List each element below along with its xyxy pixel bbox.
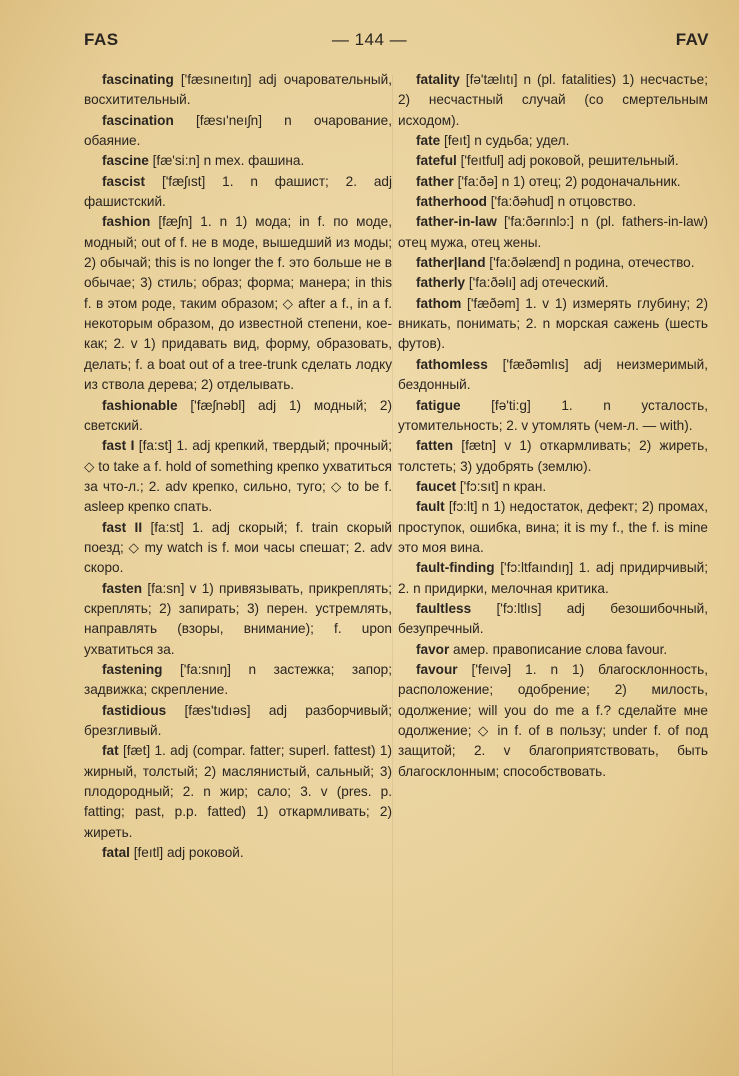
entry-headword: father|land: [416, 255, 486, 271]
dictionary-entry: [84, 396, 392, 437]
entry-definition: ['feıtful] adj роковой, решительный.: [460, 153, 679, 169]
dictionary-entry: [398, 599, 708, 640]
entry-definition: ['fɔ:ltfaındıŋ] 1. adj придирчивый; 2. n придирки, мелочная критика.: [398, 560, 709, 596]
entry-headword: faultless: [416, 600, 472, 616]
dictionary-entry: [398, 497, 708, 558]
left-column: [84, 70, 392, 863]
entry-headword: fastidious: [102, 702, 167, 718]
dictionary-entry: [398, 253, 708, 273]
entry-definition: [fæs'tıdıəs] adj разборчивый; брезгливый.: [84, 702, 393, 738]
dictionary-entry: [84, 172, 392, 213]
entry-definition: [fɔ:lt] n 1) недостаток, дефект; 2) промах, проступок, ошибка, вина; it is my f., the f. is mine это моя вина.: [398, 499, 708, 555]
right-column: [398, 70, 708, 782]
entry-headword: fateful: [416, 153, 457, 169]
dictionary-entry: [84, 701, 392, 742]
entry-headword: fat: [102, 743, 119, 759]
dictionary-entry: [398, 640, 708, 660]
entry-headword: fatherhood: [416, 194, 487, 210]
entry-definition: [feıt] n судьба; удел.: [443, 133, 570, 149]
entry-headword: fastening: [102, 661, 163, 677]
dictionary-entry: [398, 436, 708, 477]
entry-definition: амер. правописание слова favour.: [453, 641, 668, 657]
entry-definition: ['fæʃnəbl] adj 1) модный; 2) светский.: [84, 397, 392, 433]
entry-headword: fathomless: [416, 356, 488, 372]
entry-headword: fathom: [416, 295, 462, 311]
entry-headword: fatten: [416, 438, 454, 454]
dictionary-entry: [84, 436, 392, 517]
dictionary-entry: [398, 212, 708, 253]
entry-definition: ['fæsıneıtıŋ] adj очаровательный, восхитительный.: [84, 72, 393, 108]
entry-definition: [fæʃn] 1. n 1) мода; in f. по моде, модный; out of f. не в моде, вышедший из моды; 2) обычай; this is no longer the f. это больше не в обычае; 3) стиль; образ; форма; манера; in this f. в этом роде, таким образом; ◇ after a f., in a f. некоторым образом, до известной степени, кое-как; 2. v 1) придавать вид, форму, образовать, делать; f. a boat out of a tree-trunk сделать лодку из ствола дерева; 2) отделывать.: [84, 214, 392, 393]
page-header: [0, 30, 739, 60]
entry-definition: ['fa:ðəlı] adj отеческий.: [468, 275, 609, 291]
dictionary-entry: [84, 518, 392, 579]
page-number: — 144 —: [331, 30, 408, 49]
entry-headword: faucet: [416, 478, 457, 494]
dictionary-entry: [398, 660, 708, 782]
entry-definition: ['fa:snıŋ] n застежка; запор; задвижка; скрепление.: [84, 661, 392, 698]
entry-headword: fatal: [102, 845, 130, 861]
entry-headword: fashionable: [102, 397, 178, 413]
entry-headword: fault-finding: [416, 560, 495, 576]
dictionary-entry: [398, 192, 708, 212]
entry-headword: fault: [416, 499, 445, 515]
dictionary-entry: [398, 172, 708, 192]
entry-definition: ['fa:ðərınlɔ:] n (pl. fathers-in-law) отец мужа, отец жены.: [398, 214, 709, 250]
dictionary-entry: [84, 212, 392, 395]
entry-definition: ['feıvə] 1. n 1) благосклонность, расположение; одобрение; 2) милость, одолжение; will you do me a f.? сделайте мне одолжение; ◇ in f. of в пользу; under f. of под защитой; 2. v благоприятствовать, быть благосклонным; способствовать.: [398, 661, 708, 779]
entry-headword: father-in-law: [416, 214, 497, 230]
dictionary-entry: [398, 355, 708, 396]
entry-headword: fascination: [102, 112, 174, 128]
dictionary-entry: [84, 111, 392, 152]
entry-definition: [fætn] v 1) откармливать; 2) жиреть, толстеть; 3) удобрять (землю).: [398, 438, 708, 474]
dictionary-entry: [398, 70, 708, 131]
entry-headword: fate: [416, 133, 441, 149]
left-guide-word: FAS: [84, 30, 119, 49]
entry-headword: fascist: [102, 173, 146, 189]
entry-headword: father: [416, 173, 454, 189]
entry-definition: ['fa:ðəhud] n отцовство.: [490, 194, 637, 210]
entry-definition: ['fæðəmlıs] adj неизмеримый, бездонный.: [398, 356, 709, 393]
entry-headword: fatality: [416, 72, 460, 87]
dictionary-entry: [84, 741, 392, 843]
dictionary-entry: [398, 151, 708, 171]
entry-headword: favour: [416, 661, 458, 677]
entry-definition: ['fa:ðə] n 1) отец; 2) родоначальник.: [457, 173, 681, 189]
dictionary-entry: [398, 558, 708, 599]
entry-headword: fashion: [102, 214, 151, 230]
dictionary-entry: [398, 294, 708, 355]
entry-headword: fascine: [102, 153, 149, 169]
entry-definition: [fa:sn] v 1) привязывать, прикреплять; скреплять; 2) запирать; 3) перен. устремлять, направлять (взоры, внимание); f. upon ухватиться за.: [84, 580, 393, 657]
entry-definition: [fa:st] 1. adj скорый; f. train скорый поезд; ◇ my watch is f. мои часы спешат; 2. adv скоро.: [84, 519, 392, 576]
column-gutter: [392, 75, 393, 1075]
entry-definition: [fə'ti:g] 1. n усталость, утомительность; 2. v утомлять (чем-л. — with).: [398, 397, 708, 433]
entry-definition: [fæ'si:n] n mex. фашина.: [152, 153, 305, 169]
dictionary-entry: [84, 843, 392, 863]
entry-headword: fatigue: [416, 397, 461, 413]
dictionary-entry: [398, 396, 708, 437]
entry-definition: ['fæʃıst] 1. n фашист; 2. adj фашистский.: [84, 173, 392, 210]
entry-headword: fascinating: [102, 72, 174, 87]
entry-headword: fatherly: [416, 275, 466, 291]
entry-definition: ['fɔ:ltlıs] adj безошибочный, безупречный.: [398, 600, 708, 637]
entry-definition: [feıtl] adj роковой.: [133, 845, 244, 861]
dictionary-entry: [398, 131, 708, 151]
dictionary-entry: [84, 70, 392, 111]
entry-headword: fasten: [102, 580, 143, 596]
entry-definition: [fə'tælıtı] n (pl. fatalities) 1) несчастье; 2) несчастный случай (со смертельным исходом).: [398, 72, 709, 128]
entry-headword: fast II: [102, 519, 143, 535]
entry-definition: [fæt] 1. adj (compar. fatter; superl. fattest) 1) жирный, толстый; 2) маслянистый, сальный; 3) плодородный; 2. n жир; сало; 3. v (pres. p. fatting; past, p.p. fatted) 1) откармливать; 2) жиреть.: [84, 743, 392, 840]
entry-definition: [fa:st] 1. adj крепкий, твердый; прочный; ◇ to take a f. hold of something крепко ухватиться за что-л.; 2. adv крепко, сильно, туго; ◇ to be f. asleep крепко спать.: [84, 438, 393, 515]
right-guide-word: FAV: [675, 30, 709, 49]
entry-headword: favor: [416, 641, 450, 657]
dictionary-entry: [84, 151, 392, 171]
entry-definition: ['fa:ðəlænd] n родина, отечество.: [489, 255, 695, 271]
dictionary-entry: [398, 273, 708, 293]
entry-definition: [fæsı'neıʃn] n очарование, обаяние.: [84, 112, 392, 149]
entry-headword: fast I: [102, 438, 135, 454]
dictionary-entry: [84, 660, 392, 701]
entry-definition: ['fæðəm] 1. v 1) измерять глубину; 2) вникать, понимать; 2. n морская сажень (шесть футов).: [398, 295, 708, 352]
dictionary-entry: [84, 579, 392, 660]
entry-definition: ['fɔ:sıt] n кран.: [459, 478, 547, 494]
dictionary-entry: [398, 477, 708, 497]
